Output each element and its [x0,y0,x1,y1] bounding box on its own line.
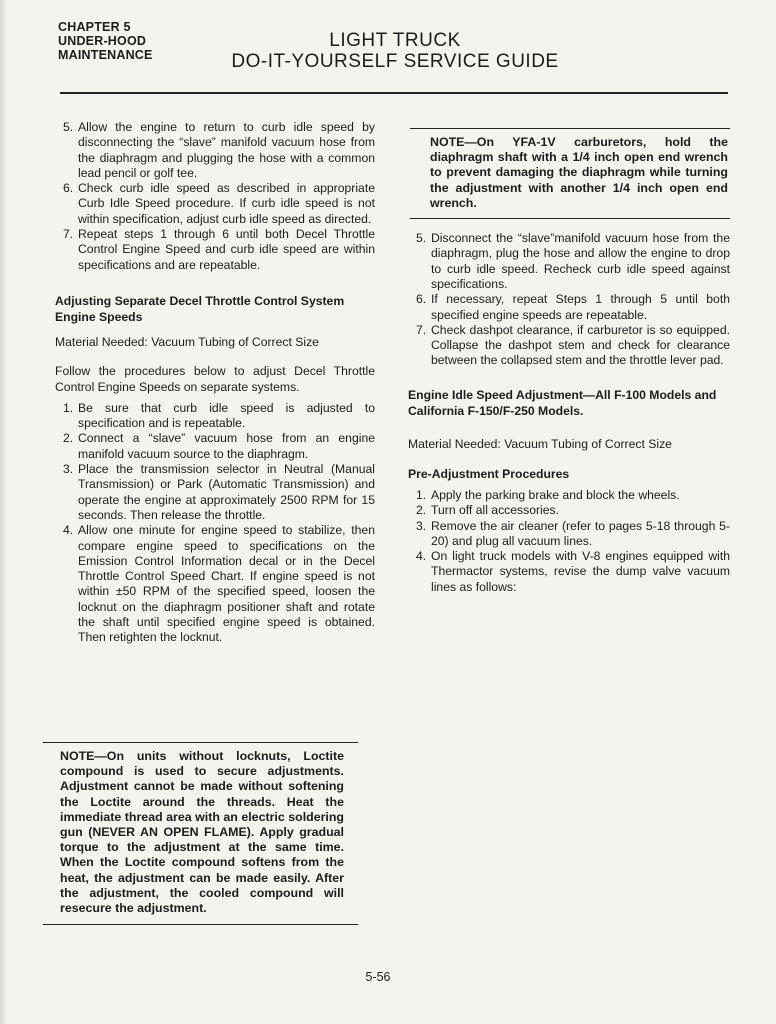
step-text: Apply the parking brake and block the wheels. [431,487,680,502]
step-item [55,431,375,462]
step-number: 2. [63,431,74,446]
step-text: Be sure that curb idle speed is adjusted to specification and is repeatable. [78,400,375,431]
step-item [55,227,375,273]
step-item [55,401,375,432]
step-text: If necessary, repeat Steps 1 through 5 until both specified engine speeds are repeatable. [431,292,730,322]
step-number: 7. [416,322,427,337]
chapter-line: UNDER-HOOD [58,34,147,48]
note-text: NOTE—On units without locknuts, Loctite compound is used to secure adjustments. Adjustment cannot be made without softening the Loctite around the threads. Heat the immediate thread area with an electric soldering gun (NEVER AN OPEN FLAME). Apply gradual torque to the adjustment at the same time. When the Loctite compound softens from the heat, the adjustment can be made easily. After the adjustment, the cooled compound will resecure the adjustment. [60,749,344,916]
step-item [55,120,375,181]
note-text: NOTE—On YFA-1V carburetors, hold the diaphragm shaft with a 1/4 inch open end wrench to prevent damaging the diaphragm while turning the adjustment with another 1/4 inch open end wrench. [430,135,728,210]
intro-paragraph: Follow the procedures below to adjust Decel Throttle Control Engine Speeds on separate systems. [55,364,375,394]
right-column [408,128,730,595]
step-item [408,488,730,503]
step-item [408,549,730,595]
step-number: 2. [416,503,427,518]
material-needed: Material Needed: Vacuum Tubing of Correct Size [408,436,672,451]
chapter-label [58,20,153,62]
step-item [408,323,730,369]
step-number: 4. [63,523,74,538]
carburetor-note [410,128,730,219]
step-list [55,401,375,646]
step-number: 5. [416,231,427,246]
title-line: DO-IT-YOURSELF SERVICE GUIDE [231,51,559,72]
step-number: 3. [63,462,74,477]
step-text: Turn off all accessories. [431,503,560,518]
step-item [408,231,730,292]
chapter-line: MAINTENANCE [58,48,153,62]
title-line: LIGHT TRUCK [329,30,461,51]
material-needed: Material Needed: Vacuum Tubing of Correct Size [55,334,319,349]
step-item [408,292,730,323]
step-list [408,231,730,369]
step-text: Connect a “slave” vacuum hose from an engine manifold vacuum source to the diaphragm. [78,431,375,461]
section-heading: Adjusting Separate Decel Throttle Control System Engine Speeds [55,293,345,324]
step-text: Check dashpot clearance, if carburetor is so equipped. Collapse the dashpot stem and check for clearance between the collapsed stem and the throttle lever pad. [431,322,730,368]
step-text: Disconnect the “slave”manifold vacuum hose from the diaphragm, plug the hose and allow the engine to drop to curb idle speed. Recheck curb idle speed against specifications. [431,231,730,291]
step-list [55,120,375,273]
step-text: On light truck models with V-8 engines equipped with Thermactor systems, revise the dump valve vacuum lines as follows: [431,549,730,594]
loctite-note [43,742,358,925]
step-item [55,462,375,523]
step-text: Check curb idle speed as described in appropriate Curb Idle Speed procedure. If curb idle speed is not within specification, adjust curb idle speed as directed. [78,181,375,226]
step-item [55,523,375,645]
step-text: Place the transmission selector in Neutral (Manual Transmission) or Park (Automatic Transmission) and operate the engine at approximately 2500 RPM for 15 seconds. Then release the throttle. [78,462,375,522]
page-title [230,30,560,72]
section-heading: Engine Idle Speed Adjustment—All F-100 Models and California F-150/F-250 Models. [408,387,717,418]
step-text: Repeat steps 1 through 6 until both Decel Throttle Control Engine Speed and curb idle speed are within specifications and are repeatable. [78,227,375,272]
step-number: 6. [416,292,427,307]
step-number: 6. [63,181,74,196]
step-number: 1. [416,487,427,502]
step-number: 4. [416,549,427,564]
step-text: Remove the air cleaner (refer to pages 5-18 through 5-20) and plug all vacuum lines. [431,518,730,548]
step-text: Allow one minute for engine speed to stabilize, then compare engine speed to specifications on the Emission Control Information decal or in the Decel Throttle Control Speed Chart. If engine speed is not within ±50 RPM of the specified speed, loosen the locknut on the diaphragm positioner shaft and rotate the shaft until specified engine speed is obtained. Then retighten the locknut. [78,523,375,645]
step-item [408,503,730,518]
step-number: 5. [63,120,74,134]
step-item [55,181,375,227]
chapter-line: CHAPTER 5 [58,20,131,34]
header-rule [60,92,728,94]
step-list [408,488,730,595]
step-item [408,519,730,550]
subsection-heading: Pre-Adjustment Procedures [408,466,570,481]
left-column [55,120,375,646]
page-binding-edge [0,0,8,1024]
step-number: 7. [63,227,74,242]
page-number: 5-56 [365,970,391,984]
step-number: 1. [63,400,74,415]
step-text: Allow the engine to return to curb idle speed by disconnecting the “slave” manifold vacuum hose from the diaphragm and plugging the hose with a common lead pencil or golf tee. [78,120,375,180]
step-number: 3. [416,518,427,533]
